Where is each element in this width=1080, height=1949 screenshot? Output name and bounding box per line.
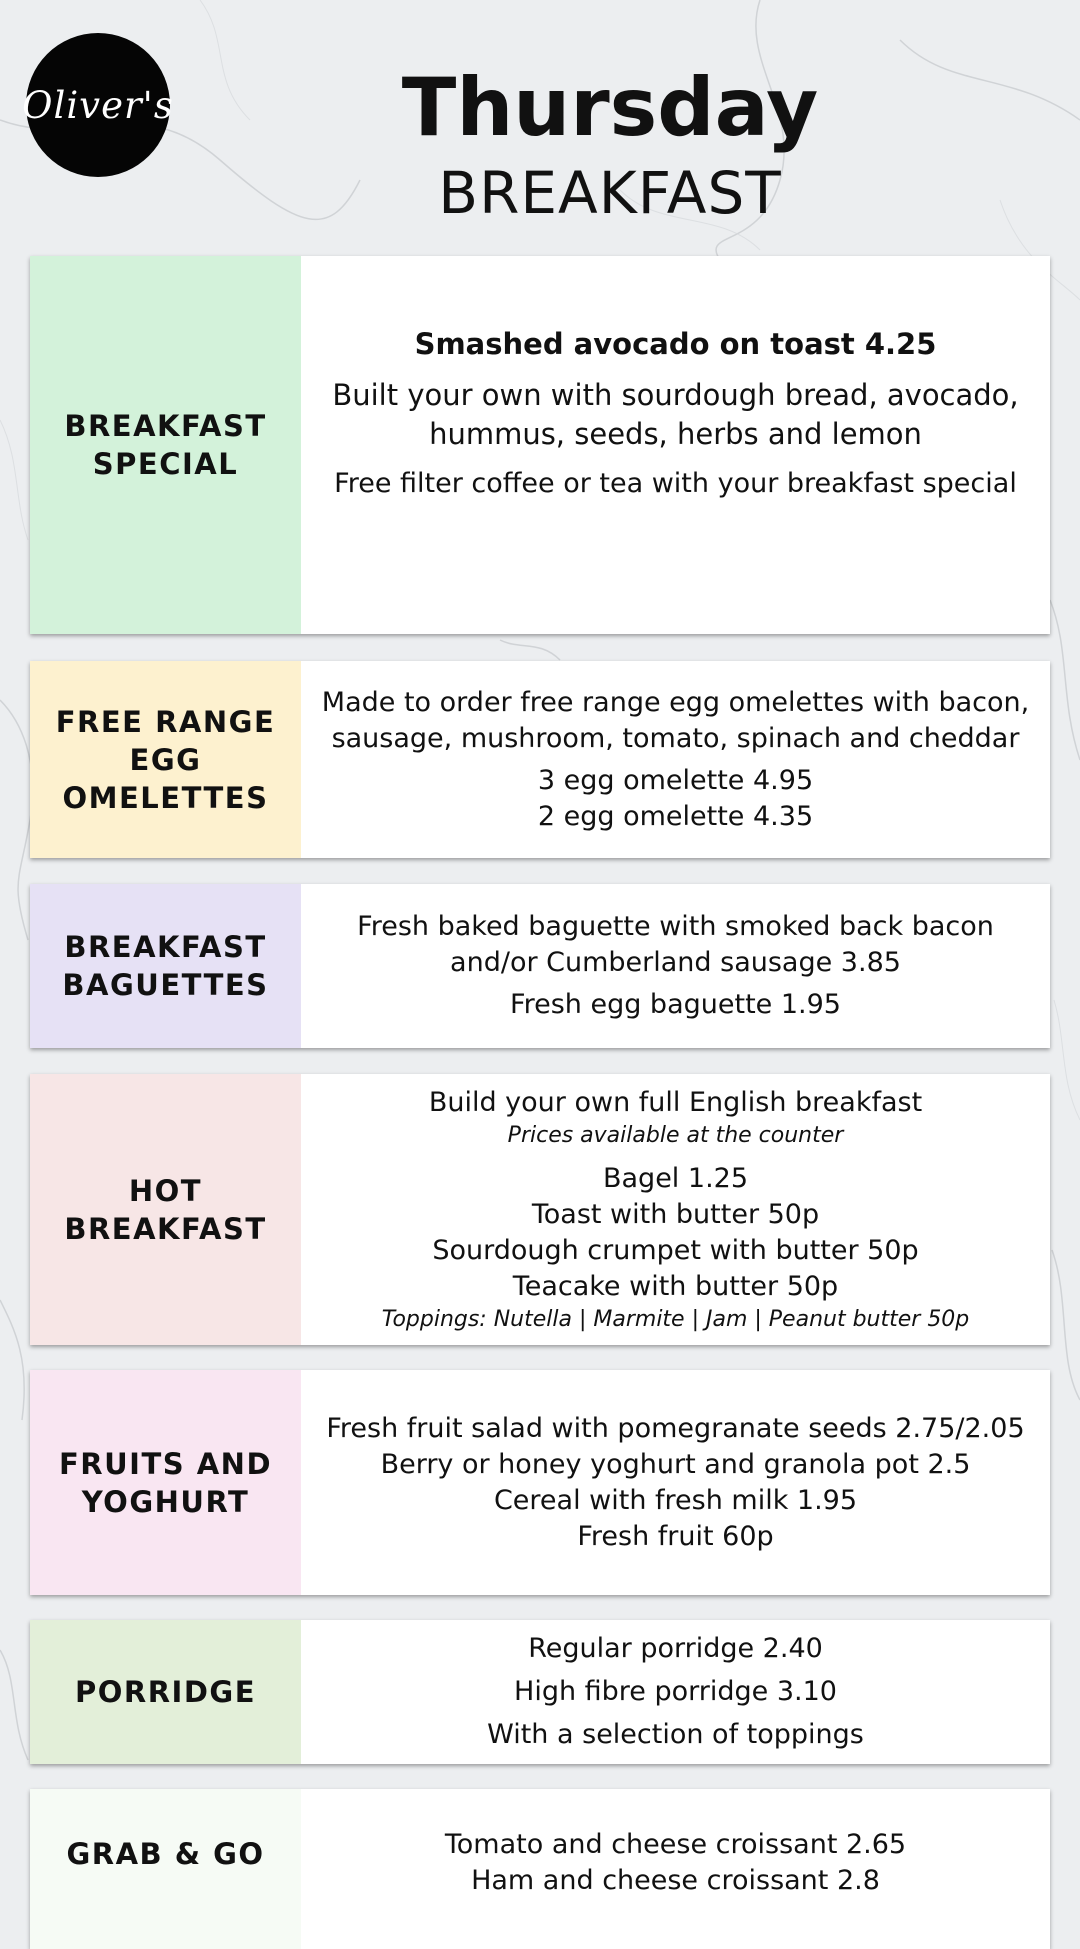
menu-item: Tomato and cheese croissant 2.65 bbox=[444, 1829, 907, 1860]
menu-item: Fresh fruit 60p bbox=[577, 1520, 774, 1552]
section-body bbox=[301, 884, 1050, 1048]
section-body bbox=[301, 1370, 1050, 1595]
section-label: BREAKFAST SPECIAL bbox=[30, 256, 301, 634]
menu-item: Toast with butter 50p bbox=[531, 1198, 820, 1230]
meal-title: BREAKFAST bbox=[438, 159, 782, 227]
menu-header bbox=[210, 58, 1010, 228]
menu-item: Smashed avocado on toast 4.25 bbox=[414, 327, 937, 361]
menu-item: Built your own with sourdough bread, avocado, hummus, seeds, herbs and lemon bbox=[332, 378, 1019, 451]
section-label: FRUITS AND YOGHURT bbox=[30, 1370, 301, 1595]
menu-note: Toppings: Nutella | Marmite | Jam | Peanut butter 50p bbox=[381, 1306, 970, 1332]
menu-item: Fresh fruit salad with pomegranate seeds 2.75/2.05 bbox=[326, 1412, 1025, 1444]
menu-item: Regular porridge 2.40 bbox=[528, 1633, 823, 1664]
section-hot-breakfast bbox=[30, 1074, 1050, 1345]
section-egg-omelettes bbox=[30, 661, 1050, 858]
section-label: HOT BREAKFAST bbox=[30, 1074, 301, 1345]
menu-item: Berry or honey yoghurt and granola pot 2.5 bbox=[380, 1448, 971, 1480]
menu-item: 2 egg omelette 4.35 bbox=[537, 800, 814, 832]
section-fruits-yoghurt bbox=[30, 1370, 1050, 1595]
menu-item: Cereal with fresh milk 1.95 bbox=[493, 1484, 858, 1516]
section-body bbox=[301, 1620, 1050, 1764]
section-porridge bbox=[30, 1620, 1050, 1764]
menu-item: Teacake with butter 50p bbox=[512, 1270, 839, 1302]
menu-note: Prices available at the counter bbox=[507, 1122, 844, 1148]
day-title: Thursday bbox=[401, 61, 819, 154]
menu-item: Fresh baked baguette with smoked back bacon and/or Cumberland sausage 3.85 bbox=[357, 911, 994, 978]
menu-item: Build your own full English breakfast bbox=[428, 1086, 923, 1118]
menu-item: Ham and cheese croissant 2.8 bbox=[471, 1865, 880, 1896]
section-body bbox=[301, 1789, 1050, 1949]
logo-text: Oliver's bbox=[22, 83, 174, 127]
section-body bbox=[301, 661, 1050, 858]
menu-item: Made to order free range egg omelettes with bacon, sausage, mushroom, tomato, spinach and cheddar bbox=[321, 686, 1030, 754]
section-breakfast-baguettes bbox=[30, 884, 1050, 1048]
menu-item: High fibre porridge 3.10 bbox=[514, 1676, 837, 1707]
menu-item: 3 egg omelette 4.95 bbox=[537, 764, 814, 796]
section-label: PORRIDGE bbox=[30, 1620, 301, 1764]
menu-item: With a selection of toppings bbox=[487, 1719, 864, 1750]
menu-item: Free filter coffee or tea with your breakfast special bbox=[334, 468, 1017, 499]
section-breakfast-special bbox=[30, 256, 1050, 634]
menu-item: Sourdough crumpet with butter 50p bbox=[432, 1234, 919, 1266]
section-grab-and-go bbox=[30, 1789, 1050, 1949]
olivers-logo bbox=[22, 33, 174, 177]
section-label: BREAKFAST BAGUETTES bbox=[30, 884, 301, 1048]
menu-item: Bagel 1.25 bbox=[602, 1162, 749, 1194]
section-label: GRAB & GO bbox=[30, 1789, 301, 1949]
menu-item: Fresh egg baguette 1.95 bbox=[510, 989, 841, 1020]
section-body bbox=[301, 1074, 1050, 1345]
section-body bbox=[301, 256, 1050, 634]
section-label: FREE RANGE EGG OMELETTES bbox=[30, 661, 301, 858]
